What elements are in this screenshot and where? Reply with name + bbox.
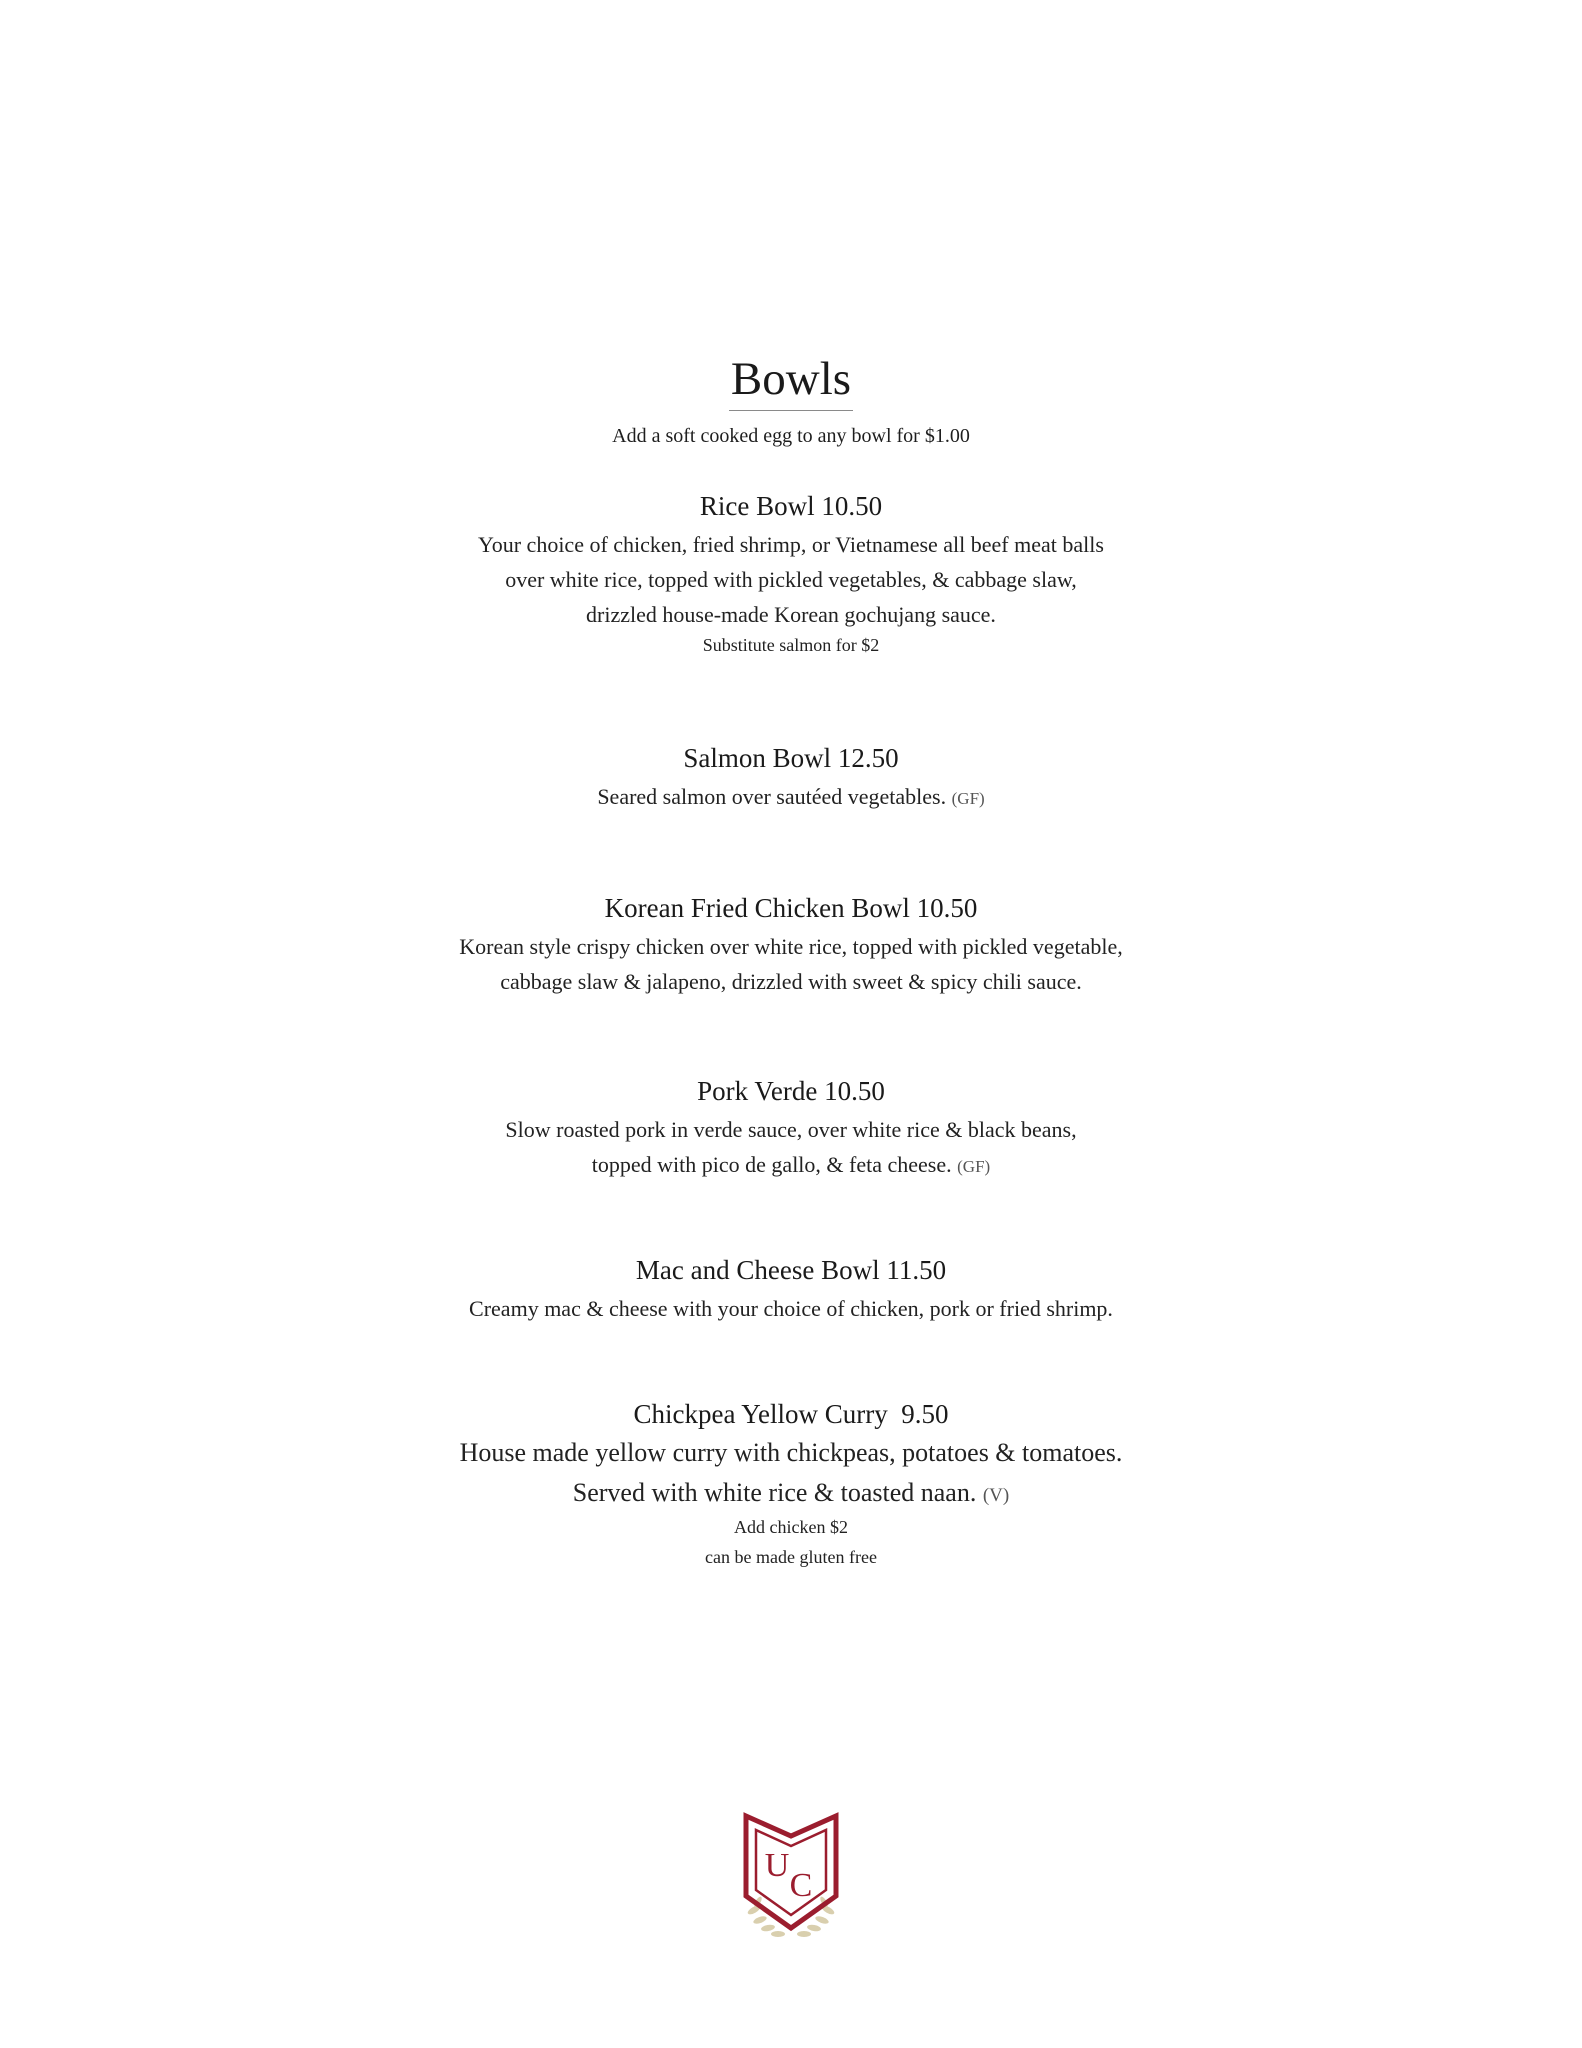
description-line-with-tag [0, 1147, 1582, 1184]
menu-item-pork-verde [0, 1074, 1582, 1184]
item-name: Salmon Bowl 12.50 [683, 743, 899, 773]
description-line: Korean style crispy chicken over white rice, topped with pickled vegetable, [459, 934, 1123, 959]
item-description [0, 1433, 1582, 1516]
item-name: Korean Fried Chicken Bowl 10.50 [604, 893, 978, 923]
item-name: Mac and Cheese Bowl 11.50 [635, 1255, 947, 1285]
description-line: Your choice of chicken, fried shrimp, or Vietnamese all beef meat balls [478, 532, 1104, 557]
dietary-tag: (V) [982, 1485, 1010, 1506]
item-name: Chickpea Yellow Curry 9.50 [633, 1399, 949, 1429]
description-line: topped with pico de gallo, & feta cheese. [591, 1152, 952, 1177]
description-line: over white rice, topped with pickled vegetables, & cabbage slaw, [505, 567, 1077, 592]
description-line: Creamy mac & cheese with your choice of chicken, pork or fried shrimp. [469, 1296, 1113, 1321]
title-block [0, 352, 1582, 411]
item-description [0, 1112, 1582, 1184]
item-name: Pork Verde 10.50 [697, 1076, 885, 1106]
description-line: Seared salmon over sautéed vegetables. [597, 784, 947, 809]
description-line: Slow roasted pork in verde sauce, over white rice & black beans, [505, 1117, 1077, 1142]
menu-item-chickpea-yellow-curry [0, 1397, 1582, 1572]
description-line: Served with white rice & toasted naan. [572, 1478, 977, 1507]
item-description [0, 929, 1582, 999]
item-description [0, 1291, 1582, 1326]
page-title: Bowls [729, 352, 853, 411]
egg-note: Add a soft cooked egg to any bowl for $1.00 [612, 425, 970, 447]
item-name: Rice Bowl 10.50 [699, 491, 883, 521]
description-line-with-tag [0, 1473, 1582, 1516]
item-description [0, 527, 1582, 632]
description-line: House made yellow curry with chickpeas, potatoes & tomatoes. [459, 1438, 1123, 1467]
item-description [0, 779, 1582, 816]
menu-item-mac-and-cheese-bowl [0, 1253, 1582, 1326]
description-line: cabbage slaw & jalapeno, drizzled with sweet & spicy chili sauce. [500, 969, 1082, 994]
item-extras [0, 1512, 1582, 1572]
uc-crest-logo [736, 1810, 846, 1950]
dietary-tag: (GF) [951, 789, 985, 808]
menu-item-korean-fried-chicken-bowl [0, 891, 1582, 999]
item-extra: Add chicken $2 [734, 1517, 848, 1537]
item-extra: Substitute salmon for $2 [702, 635, 880, 655]
description-line: drizzled house-made Korean gochujang sauce. [586, 602, 996, 627]
dietary-tag: (GF) [957, 1157, 991, 1176]
crest-letters: UC [764, 1847, 807, 1904]
menu-item-salmon-bowl [0, 741, 1582, 816]
menu-item-rice-bowl [0, 489, 1582, 660]
item-extra: can be made gluten free [705, 1547, 877, 1567]
